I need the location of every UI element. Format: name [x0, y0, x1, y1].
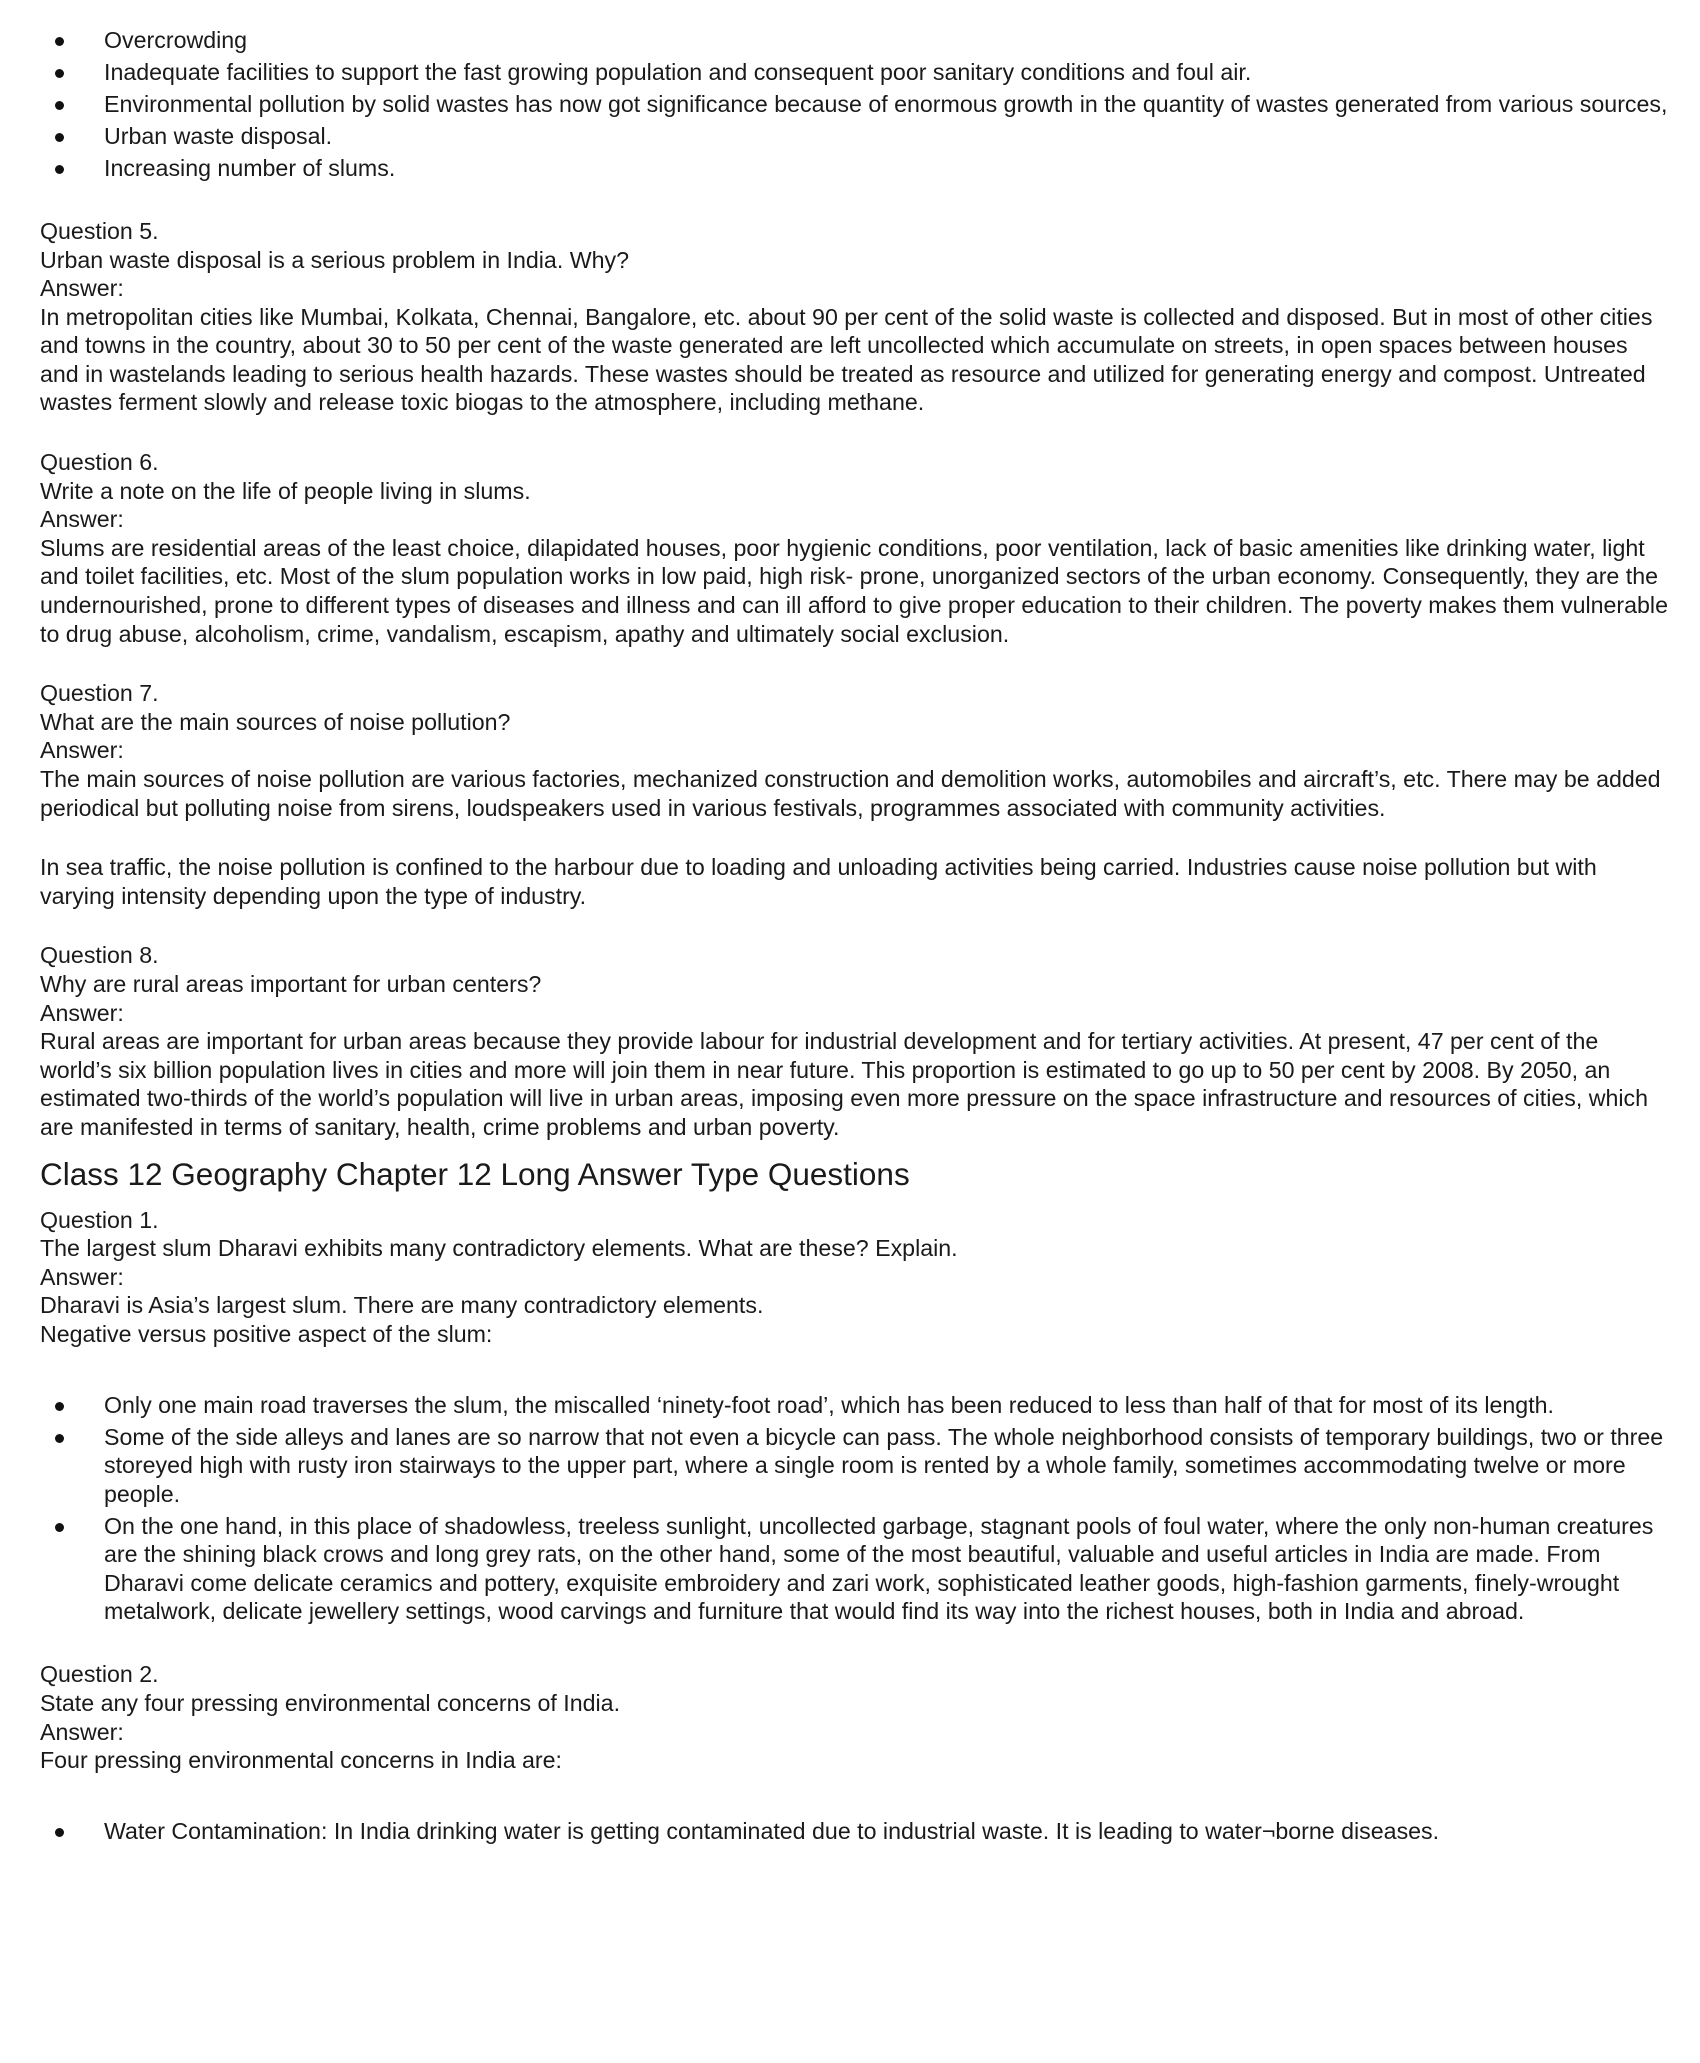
answer-text: Dharavi is Asia’s largest slum. There are many contradictory elements.	[40, 1292, 764, 1319]
question-text: The largest slum Dharavi exhibits many contradictory elements. What are these? Explain.	[40, 1235, 958, 1262]
question-text: Write a note on the life of people living in slums.	[40, 477, 531, 504]
bullet-icon	[55, 1434, 64, 1443]
question-5-block	[40, 217, 1670, 417]
intro-bullet-list	[40, 26, 1670, 183]
answer-text: The main sources of noise pollution are various factories, mechanized construction and demolition works, automobiles and aircraft’s, etc. There may be added periodical but polluting noise from sirens, loudspeakers used in various festivals, programmes associated with community activities.	[40, 766, 1661, 821]
question-label: Question 2.	[40, 1661, 159, 1688]
bullet-icon	[55, 1402, 64, 1411]
bullet-icon	[55, 133, 64, 142]
question-7-block	[40, 679, 1670, 910]
list-item: Some of the side alleys and lanes are so narrow that not even a bicycle can pass. The whole neighborhood consists of temporary buildings, two or three storeyed high with rusty iron stairways to the upper part, where a single room is rented by a whole family, sometimes accommodating twelve or more people.	[40, 1423, 1670, 1509]
answer-label: Answer:	[40, 999, 124, 1026]
answer-label: Answer:	[40, 506, 124, 533]
question-label: Question 1.	[40, 1206, 159, 1233]
list-item: On the one hand, in this place of shadowless, treeless sunlight, uncollected garbage, stagnant pools of foul water, where the only non-human creatures are the shining black crows and long grey rats, on the other hand, some of the most beautiful, valuable and useful articles in India are made. From Dharavi come delicate ceramics and pottery, exquisite embroidery and zari work, sophisticated leather goods, high-fashion garments, finely-wrought metalwork, delicate jewellery settings, wood carvings and furniture that would find its way into the richest houses, both in India and abroad.	[40, 1512, 1670, 1626]
answer-text: Negative versus positive aspect of the slum:	[40, 1320, 493, 1347]
bullet-icon	[55, 37, 64, 46]
answer-text: Rural areas are important for urban areas because they provide labour for industrial development and for tertiary activities. At present, 47 per cent of the world’s six billion population lives in cities and more will join them in near future. This proportion is estimated to go up to 50 per cent by 2008. By 2050, an estimated two-thirds of the world’s population will live in urban areas, imposing even more pressure on the space infrastructure and resources of cities, which are manifested in terms of sanitary, health, crime problems and urban poverty.	[40, 1028, 1649, 1140]
question-6-block	[40, 448, 1670, 648]
question-label: Question 8.	[40, 942, 159, 969]
answer-label: Answer:	[40, 1263, 124, 1290]
question-label: Question 7.	[40, 680, 159, 707]
question-text: State any four pressing environmental concerns of India.	[40, 1690, 621, 1717]
bullet-icon	[55, 1523, 64, 1532]
question-text: What are the main sources of noise pollution?	[40, 708, 511, 735]
bullet-icon	[55, 1828, 64, 1837]
question-text: Why are rural areas important for urban centers?	[40, 970, 542, 997]
list-item: Only one main road traverses the slum, the miscalled ‘ninety-foot road’, which has been reduced to less than half of that for most of its length.	[40, 1391, 1670, 1420]
question-8-block	[40, 941, 1670, 1141]
list-item: Increasing number of slums.	[40, 154, 1670, 183]
bullet-icon	[55, 165, 64, 174]
question-label: Question 6.	[40, 449, 159, 476]
list-item: Water Contamination: In India drinking water is getting contaminated due to industrial waste. It is leading to water¬borne diseases.	[40, 1817, 1670, 1846]
bullet-icon	[55, 101, 64, 110]
question-text: Urban waste disposal is a serious problem in India. Why?	[40, 246, 629, 273]
list-item: Environmental pollution by solid wastes has now got significance because of enormous growth in the quantity of wastes generated from various sources,	[40, 90, 1670, 119]
long-question-1-block	[40, 1206, 1670, 1349]
answer-text-continued: In sea traffic, the noise pollution is confined to the harbour due to loading and unloading activities being carried. Industries cause noise pollution but with varying intensity depending upon the type of industry.	[40, 854, 1597, 909]
question-label: Question 5.	[40, 217, 159, 244]
answer-text: In metropolitan cities like Mumbai, Kolkata, Chennai, Bangalore, etc. about 90 per cent of the solid waste is collected and disposed. But in most of other cities and towns in the country, about 30 to 50 per cent of the waste generated are left uncollected which accumulate on streets, in open spaces between houses and in wastelands leading to serious health hazards. These wastes should be treated as resource and utilized for generating energy and compost. Untreated wastes ferment slowly and release toxic biogas to the atmosphere, including methane.	[40, 303, 1653, 416]
answer-label: Answer:	[40, 275, 124, 302]
list-item: Urban waste disposal.	[40, 122, 1670, 151]
bullet-icon	[55, 69, 64, 78]
answer-text: Four pressing environmental concerns in India are:	[40, 1747, 562, 1774]
environment-bullet-list	[40, 1817, 1670, 1846]
dharavi-bullet-list	[40, 1391, 1670, 1627]
list-item: Overcrowding	[40, 26, 1670, 55]
section-heading: Class 12 Geography Chapter 12 Long Answer Type Questions	[40, 1155, 910, 1192]
long-question-2-block	[40, 1660, 1670, 1774]
document-page	[40, 26, 1670, 1849]
list-item: Inadequate facilities to support the fast growing population and consequent poor sanitary conditions and foul air.	[40, 58, 1670, 87]
answer-text: Slums are residential areas of the least choice, dilapidated houses, poor hygienic conditions, poor ventilation, lack of basic amenities like drinking water, light and toilet facilities, etc. Most of the slum population works in low paid, high risk- prone, unorganized sectors of the urban economy. Consequently, they are the undernourished, prone to different types of diseases and illness and can ill afford to give proper education to their children. The poverty makes them vulnerable to drug abuse, alcoholism, crime, vandalism, escapism, apathy and ultimately social exclusion.	[40, 534, 1668, 647]
answer-label: Answer:	[40, 737, 124, 764]
answer-label: Answer:	[40, 1718, 124, 1745]
